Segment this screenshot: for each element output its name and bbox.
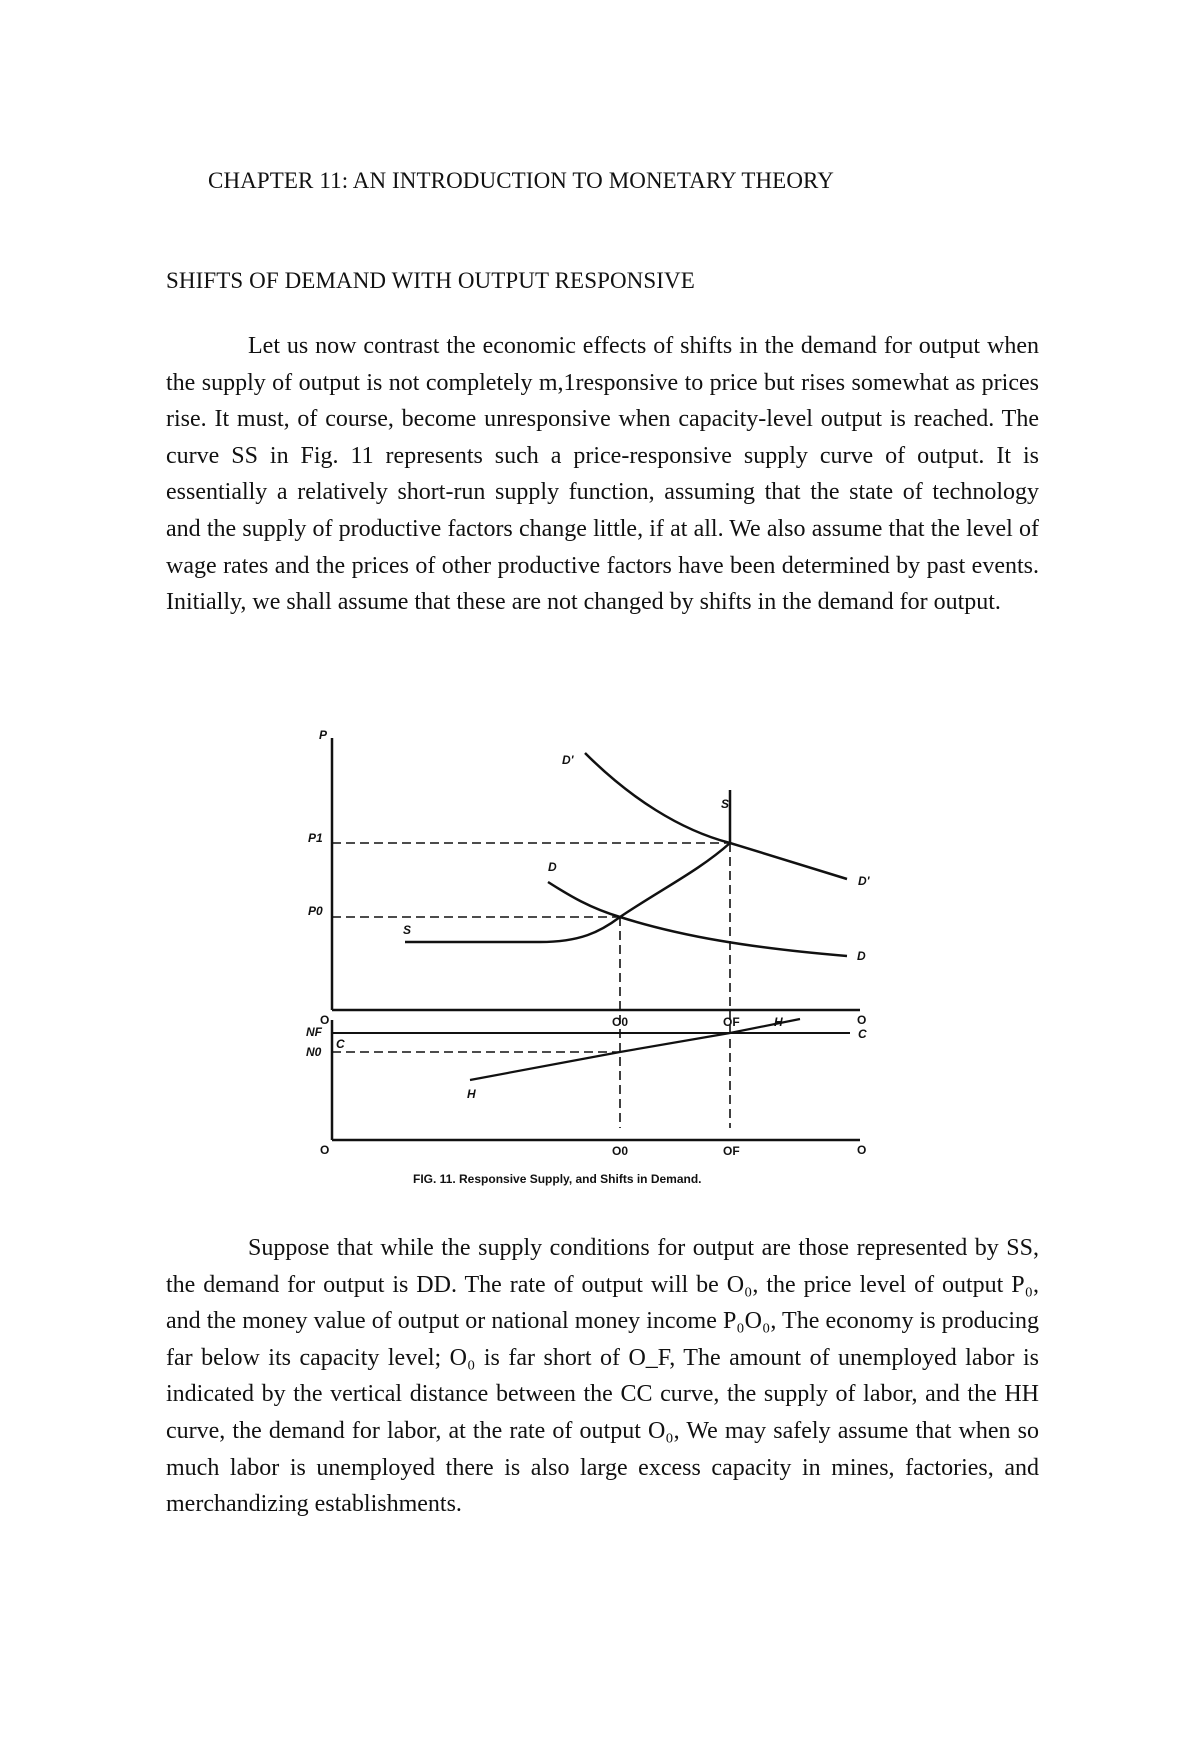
- paragraph-2-text: Suppose that while the supply conditions for output are those represented by SS, the demand for output is DD. The rate of output will be O₀, the price level of output P₀, and the money value of output or national money income P₀O₀, The economy is producing far below its capacity level; O₀ is far short of O_F, The amount of unemployed labor is indicated by the vertical distance between the CC curve, the supply of labor, and the HH curve, the demand for labor, at the rate of output O₀, We may safely assume that when so much labor is unemployed there is also large excess capacity in mines, factories, and merchandizing establishments.: [166, 1235, 1039, 1518]
- labor-demand-start-label: H: [467, 1087, 476, 1101]
- demand-end-label: D: [857, 949, 866, 963]
- supply-end-label: S: [721, 797, 730, 811]
- supply-start-label: S: [403, 923, 412, 937]
- lower-origin-label: O: [320, 1143, 330, 1157]
- section-title: SHIFTS OF DEMAND WITH OUTPUT RESPONSIVE: [166, 268, 695, 293]
- labor-supply-end-label: C: [858, 1027, 867, 1041]
- upper-axis-end-label: O: [857, 1013, 867, 1027]
- chapter-title: CHAPTER 11: AN INTRODUCTION TO MONETARY THEORY: [208, 168, 834, 193]
- n0-label: N0: [306, 1045, 322, 1059]
- o0-lower-label: O0: [612, 1144, 629, 1158]
- p0-label: P0: [308, 904, 323, 918]
- of-upper-label: OF: [723, 1015, 740, 1029]
- figure-11: [300, 718, 900, 1200]
- paragraph-1-text: Let us now contrast the economic effects of shifts in the demand for output when the supply of output is not completely m,1responsive to price but rises somewhat as prices rise. It must, of course, become unresponsive when capacity-level output is reached. The curve SS in Fig. 11 represents such a price-responsive supply curve of output. It is essentially a relatively short-run supply function, assuming that the state of technology and the supply of productive factors change little, if at all. We also assume that the level of wage rates and the prices of other productive factors have been determined by past events. Initially, we shall assume that these are not changed by shifts in the demand for output.: [166, 333, 1039, 616]
- labor-demand-end-label: H: [774, 1015, 783, 1029]
- demand-shift-start-label: D': [562, 753, 574, 767]
- price-axis-label: P: [319, 728, 328, 742]
- demand-curve-dd: [548, 882, 847, 956]
- of-lower-label: OF: [723, 1144, 740, 1158]
- upper-origin-label: O: [320, 1013, 330, 1027]
- paragraph-1: [166, 328, 1039, 621]
- figure-11-diagram: [300, 718, 900, 1200]
- nf-label: NF: [306, 1025, 322, 1039]
- lower-axis-end-label: O: [857, 1143, 867, 1157]
- demand-start-label: D: [548, 860, 557, 874]
- demand-shift-end-label: D': [858, 874, 870, 888]
- o0-upper-label: O0: [612, 1015, 629, 1029]
- labor-supply-start-label: C: [336, 1037, 345, 1051]
- demand-curve-shifted: [585, 753, 847, 879]
- labor-demand-curve-hh: [470, 1019, 800, 1080]
- supply-curve-ss: [405, 790, 730, 942]
- p1-label: P1: [308, 831, 323, 845]
- figure-caption: FIG. 11. Responsive Supply, and Shifts in Demand.: [413, 1172, 702, 1186]
- paragraph-2: [166, 1230, 1039, 1523]
